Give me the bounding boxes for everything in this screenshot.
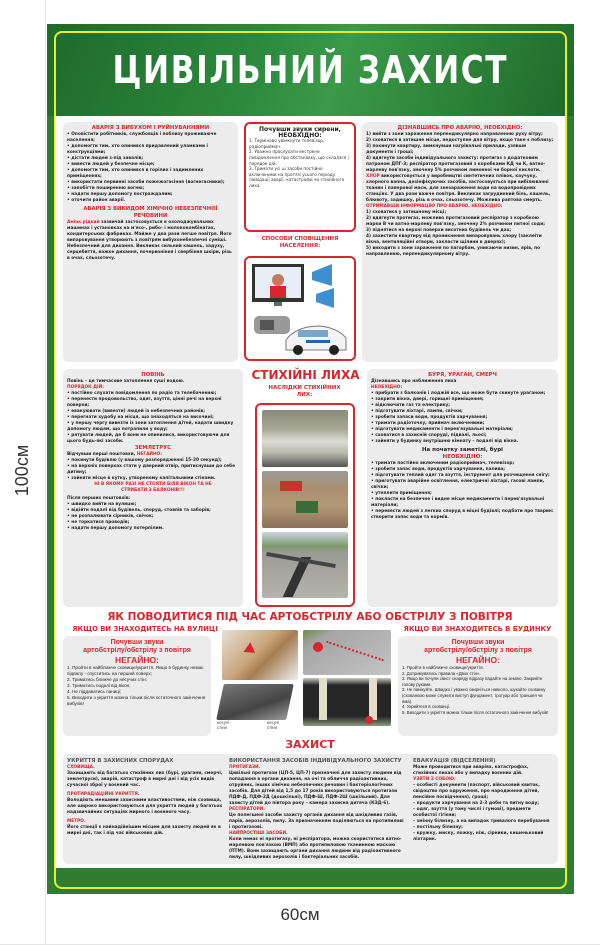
section-head: СХОВИЩА.	[67, 765, 95, 770]
flood-photo	[262, 471, 348, 528]
evacuation-intro: Може проводитися при аваріях, катастрофах, стихійних лихах або у випадку воєнних дій.	[413, 765, 529, 776]
section-text: Його станції є найнадійнішим місцем для захисту людей як в мирні дні, так і під час військових дій.	[67, 825, 221, 836]
siren-title: Почувши звуки сирени,	[259, 126, 341, 133]
list-item: 3. Не панікуйте. Швидко і уважно озирніться навколо, шукайте схованку (схованкою може служити виступ фундамент, тротуар або траншея чи яма).	[402, 687, 546, 704]
pavement-photo	[303, 630, 391, 675]
explosion-list	[67, 132, 234, 204]
take-with-you-title: УЗЯТИ З СОБОЮ:	[413, 777, 456, 782]
list-item: 3) покинути квартиру, вимкнувши нагрівальні прилади, узявши документи і гроші;	[366, 144, 527, 155]
earthquake-warning: НІ В ЯКОМУ РАЗІ НЕ СТОЯТИ БІЛЯ ВІКОН ТА НЕ СТРИБАТИ З БАЛКОНІВ!!!	[94, 482, 212, 493]
street-title-1: Почувши звуки	[110, 639, 164, 646]
chlorine-body: використовується у виробництві синтетичних плівок, каучуку, хлорного вапна, дезінфікуючих засобів, застосовується при вибілюванні тканин і паперової маси, для знезараження води на водопровідних станціях. У два рази важче повітря. Викликає загрудинний біль, кашель, блювоту, задишку, різь в очах, сльозотечу. Можлива раптова смерть.	[366, 174, 551, 203]
accident-info-panel	[362, 122, 558, 362]
list-item: • постійно слухати повідомлення по радіо та телебаченню;	[67, 391, 217, 396]
list-item: • швидко вийти на вулицю;	[67, 502, 137, 507]
after-info-title: ОТРИМАВШИ ІНФОРМАЦІЮ ПРО АВАРІЮ, НЕОБХІДНО:	[366, 204, 503, 209]
storm-intro: Дізнавшись про наближення лиха	[371, 379, 457, 384]
list-item: 2. Дотримуватись правила «Двох стін».	[402, 670, 481, 676]
list-item: 1. Пройти в найближче сховище/укриття.	[402, 665, 484, 670]
list-item: • надати першу допомогу постраждалим;	[67, 192, 173, 197]
storm-panel	[367, 369, 558, 607]
list-item: 1. Терміново увімкнути телевізор, радіоприймач.	[249, 138, 325, 149]
list-item: • відключити газ та електрику;	[371, 403, 451, 408]
list-item: 5. Виходити з укриття можна тільки після остаточного закінчення вибухів!	[67, 695, 206, 706]
accident-info-title: ДІЗНАВШИСЬ ПРО АВАРІЮ, НЕОБХІДНО:	[397, 125, 523, 131]
flood-order-title: ПОРЯДОК ДІЙ:	[67, 385, 104, 390]
list-item: 1) вийти з зони зараження перпендикулярно направленню руху вітру;	[366, 132, 543, 137]
list-item: 3) піднятися на верхні поверхи висотних будівель чи дах;	[366, 228, 512, 233]
evacuation-title: ЕВАКУАЦІЯ (ВІДСЕЛЕННЯ)	[413, 758, 496, 764]
storm-intro-red: НЕОБХІДНО:	[371, 385, 403, 390]
list-item: • перевести людей з легких споруд в міцні будівлі; подбати про тварин: створити запас води та кормів.	[371, 509, 554, 520]
list-item: • приготувати аварійне освітлення, електричні ліхтарі, гасові лампи, свічки;	[371, 479, 545, 490]
list-item: 2. Уважно прослухати екстрене повідомлення про обстановку, що склалася і порядок дій.	[249, 149, 349, 166]
list-item: 4. Укрийтеся в схованці.	[402, 704, 451, 710]
list-item: • зайняти місце в кутку, утвореному капітальними стінами.	[67, 476, 216, 481]
earthquake-intro-red: НЕГАЙНО:	[136, 452, 162, 457]
flood-earthquake-panel	[63, 369, 243, 607]
protection-panel	[63, 754, 558, 864]
disaster-photos-box	[255, 403, 355, 607]
section-text: Цивільні протигази (ЦП-5, ЦП-7) призначені для захисту людини від попадання в органи дихання, на очі та обличчя радіоактивних, отруйних, інших хімічно небезпечних речовин і бактеріологічних засобів. Для дітей від 1,5 до 17 років використовуються протигази ПДФ-Д, ПДФ-2Д (дошкільні), ПДФ-Ш, ПДФ-2Ш (шкільний). Для захисту дітей до півтора року – камера захисна дитяча (КЗД-6).	[229, 771, 402, 806]
shelling-title: ЯК ПОВОДИТИСЯ ПІД ЧАС АРТОБСТРІЛУ АБО ОБСТРІЛУ З ПОВІТРЯ	[107, 611, 513, 623]
section-head: ПРОТИГАЗИ.	[229, 765, 261, 770]
earthquake-intro-text: Відчувши перші поштовхи,	[67, 452, 137, 457]
section-text: Це полегшені засоби захисту органів дихання від шкідливих газів, парів, аерозолів, пилу. За призначенням поділяються на протипилові і протигазові.	[229, 813, 404, 830]
storm-surge-photo	[262, 410, 348, 467]
list-item: – продукти харчування на 2-3 доби та питну воду;	[413, 801, 539, 806]
height-label: 100см	[12, 444, 33, 496]
list-item: • прибрати з балконів і лоджій все, що може бути скинуте ураганом;	[371, 391, 546, 396]
list-item: • надати першу допомогу потерпілим.	[67, 526, 164, 531]
building-heading: ЯКЩО ВИ ЗНАХОДИТЕСЬ В БУДИНКУ	[403, 625, 552, 633]
list-item: • підготувати медикаменти і перев'язувальні матеріали;	[371, 427, 513, 432]
ppe-title: ВИКОРИСТАННЯ ЗАСОБІВ ІНДИВІДУАЛЬНОГО ЗАХИСТУ	[229, 758, 402, 764]
list-item: 5. Виходити з укриття можна тільки після остаточного закінчення вибухів!	[402, 709, 549, 715]
fence-photo	[303, 678, 391, 726]
chlorine-text	[366, 174, 554, 204]
load-bearing-walls-label-2: несучі стіни	[267, 720, 280, 730]
storm-title: БУРЯ, УРАГАН, СМЕРЧ	[428, 372, 497, 378]
chemical-text	[67, 220, 234, 262]
list-item: – одяг, взуття (у тому числі і гумові), предмети особистої гігієни;	[413, 807, 531, 818]
load-bearing-walls-label-1: несучі стіни	[217, 720, 230, 730]
list-item: • сховатися в захисній споруді, підвалі, льосі;	[371, 433, 487, 438]
list-item: • рятувати людей, де б вони не опинилися, використовуючи для цього будь-які засоби.	[67, 433, 230, 444]
list-item: • перенести продовольство, одяг, взуття, цінні речі на верхні поверхи;	[67, 397, 222, 408]
list-item: • підготувати ліхтарі, лампи, свічки;	[371, 409, 463, 414]
disasters-subtitle: НАСЛІДКИ СТИХІЙНИХ ЛИХ:	[268, 385, 341, 398]
page-title: ЦИВІЛЬНИЙ ЗАХИСТ	[112, 48, 509, 92]
list-item: 5) виходити з зони зараження по пагорбам, уникаючи низин, ярів, по направленню, перпендикулярному вітру.	[366, 246, 541, 257]
list-item: 1) сховатися у затишному місці;	[366, 210, 447, 215]
list-item: 4) вдягнути засоби індивідуального захисту: протигаз з додатковим патроном ДПГ-3; респіратор протигазовий з коробками КД чи К, ватно-марлеву пов'язку, змочену 5% розчином лимонної чи борної кислоти.	[366, 156, 546, 173]
list-item: – кружку, миску, ложку, ніж, сірники, кишеньковий ліхтарик.	[413, 831, 544, 842]
list-item: • не розпалювати сірників, свічок;	[67, 514, 154, 519]
list-item: • відійти подалі від будівель, споруд, стовпів та заборів;	[67, 508, 211, 513]
list-item: • Оповістити робітників, службовців і поблизу проживаюче населення;	[67, 132, 217, 143]
building-title-2: артобстрілу/обстрілу з повітря	[424, 647, 532, 654]
list-item: • оточити район аварії.	[67, 198, 126, 203]
list-item: • допомогти тим, хто опинився в горілих і задимлених приміщеннях;	[67, 168, 204, 179]
height-dimension	[8, 400, 38, 540]
street-panel	[63, 636, 211, 736]
list-item: • підготувати теплий одяг та взуття, інструмент для розчищення снігу;	[371, 473, 550, 478]
list-item: – особисті документи (паспорт, військовий квиток, свідоцтво про одруження, про народження дітей, пенсійне посвідчення), гроші;	[413, 783, 540, 800]
street-title-3: НЕГАЙНО:	[115, 655, 159, 665]
explosion-panel	[63, 122, 238, 362]
list-item: • евакуювати (вивезти) людей із небезпечних районів;	[67, 409, 205, 414]
list-item: • закрити вікна, двері, горищні приміщення;	[371, 397, 484, 402]
list-item: • тримати постійно включеним радіоприймач, телевізор;	[371, 461, 515, 466]
list-item: • не торкатися проводів;	[67, 520, 130, 525]
dimension-line-vertical	[45, 0, 46, 945]
section-head: ПРОТИРАДІАЦІЙНІ УКРИТТЯ.	[67, 792, 140, 797]
list-item: • покинути будівлю (у вашому розпорядженні 15-20 секунд);	[67, 458, 222, 463]
list-item: • дістати людей з-під завалів;	[67, 156, 144, 161]
list-item: • у першу чергу вивезти із зони затоплення дітей, надати швидку допомогу людям, що потрапили у воду;	[67, 421, 234, 432]
list-item: • тримати радіоточку, приймач включеними;	[371, 421, 485, 426]
list-item: • використати первинні засоби пожежогасіння (вогнегасники);	[67, 180, 225, 185]
street-heading: ЯКЩО ВИ ЗНАХОДИТЕСЬ НА ВУЛИЦІ	[72, 625, 218, 633]
ammonia-text: зазвичай застосовується в охолоджувальних машинах і установках на м'ясо-, рибо- і молококомбінатах, кондитерських фабриках. Майже у два рази легше повітря. Його випаровування утворюють з повітрям вибухонебезпечні суміші. Небезпечний для дихання. Викликає сильний кашель, задуху, серцебиття, важке дихання, почервоніння і свербіння шкіри, різь в очах, сльозотечу.	[67, 220, 232, 261]
section-head: РЕСПІРАТОРИ.	[229, 807, 265, 812]
ppe-column	[229, 757, 405, 861]
list-item: 2) вдягнути протигаз, можливо протигазовий респіратор з коробкою марки В чи ватно-марлеву пов'язку, змочену 2% розчином питної соди;	[366, 216, 545, 227]
after-shocks-title: Після перших поштовхів:	[67, 496, 131, 501]
building-plan-drawing	[216, 684, 294, 720]
chlorine-label: ХЛОР	[366, 174, 380, 179]
list-item: • допомогти тим, хто опинився придавлений уламками і конструкціями;	[67, 144, 208, 155]
width-dimension: 60см	[280, 905, 320, 924]
list-item: 2) сховатися в затишне місце, недоступне для вітру, якщо таке є поблизу;	[366, 138, 554, 143]
building-title-3: НЕГАЙНО:	[456, 655, 500, 665]
disasters-title: СТИХІЙНІ ЛИХА	[251, 368, 360, 382]
list-item: • утеплити приміщення;	[371, 491, 432, 496]
list-item: 2. Триматись ближче до несучих стін;	[67, 677, 147, 682]
street-title-2: артобстрілу/обстрілу з повітря	[83, 647, 191, 654]
siren-box	[244, 122, 356, 232]
list-item: 1. Пройти в найближче сховище/укриття. Якщо в будинку немає підвалу - спуститись на перший поверх;	[67, 665, 204, 676]
list-item: • вивести людей у безпечне місце;	[67, 162, 155, 167]
building-title-1: Почувши звуки	[451, 639, 505, 646]
notification-methods-title: СПОСОБИ СПОВІЩЕННЯ НАСЕЛЕННЯ:	[261, 236, 339, 249]
chemical-title: АВАРІЯ З ВИКИДОМ ХІМІЧНО НЕБЕЗПЕЧНОЇ РЕЧОВИНИ	[83, 206, 218, 219]
protection-title: ЗАХИСТ	[285, 738, 335, 751]
notification-images-box	[244, 256, 356, 361]
earthquake-title: ЗЕМЛЕТРУС	[134, 445, 172, 451]
list-item: 4. Не піддаватись паниці;	[67, 689, 122, 694]
explosion-title: АВАРІЯ З ВИБУХОМ І РУЙНУВАННЯМИ	[91, 125, 210, 131]
shelters-title: УКРИТТЯ В ЗАХИСНИХ СПОРУДАХ	[67, 758, 174, 764]
list-item: 3. Якщо ви почули свист снаряду відразу падайте на землю. Закрийте голову руками.	[402, 676, 543, 687]
section-head: НАЙПРОСТІШІ ЗАСОБИ.	[229, 831, 288, 836]
list-item: • перегнати худобу на місця, що знаходяться на височині;	[67, 415, 214, 420]
flood-title: ПОВІНЬ	[141, 372, 165, 378]
blizzard-title: На початку заметілі, бурі	[421, 447, 504, 453]
shelters-column	[67, 757, 223, 837]
list-item: • запобігти поширенню вогню;	[67, 186, 145, 191]
list-item: • покласти на безпечне і видне місце медикаменти і перев'язувальні матеріали;	[371, 497, 545, 508]
ammonia-label: Аміак рідкий	[67, 220, 100, 225]
stairs-photo	[222, 630, 298, 680]
poster-content	[55, 116, 565, 868]
earthquake-crack-photo	[262, 532, 348, 598]
list-item: • на верхніх поверхах стати у дверний отвір, притиснувши до себе дитину;	[67, 464, 236, 475]
list-item: – змінну білизну, а на випадок тривалого перебування – постільну білизну;	[413, 819, 550, 830]
list-item: 4) захистити квартиру від проникнення випаровувань хлору (заклеїти вікна, вентиляційні отвори, закласти щілини в дверях);	[366, 234, 542, 245]
section-text: Захищають від багатьох стихійних лих (бурі, урагани, смерчі, землетруси), аварій, катастроф в мирні дні і від усіх видів сучасної зброї у воєнний час.	[67, 771, 223, 788]
section-text: Коли немає ні протигазу, ні респіратора, можна скористатися ватно-марлевою пов'язкою (ВМП) або протипиловою тканинною маскою (ПТМ). Вони захищають органи дихання людини від радіоактивного пилу, шкідливих аерозолів і бактеріальних засобів.	[229, 837, 402, 860]
list-item: • зробити запас води, продуктів харчування, палива;	[371, 467, 506, 472]
section-head: МЕТРО.	[67, 819, 86, 824]
list-item: • зробити запаси води, продуктів харчування;	[371, 415, 488, 420]
siren-title-red: НЕОБХІДНО:	[278, 131, 322, 139]
blizzard-title-red: НЕОБХІДНО:	[442, 454, 483, 460]
evacuation-column	[413, 757, 553, 843]
building-panel	[398, 636, 558, 736]
list-item: 3. Тримати усі ці засоби постійно включеними на протязі усього періоду ліквідації аварії, катастрофи чи стихійного лиха.	[249, 166, 345, 188]
list-item: 3. Триматись подалі від вікон;	[67, 683, 131, 688]
notification-illustration	[246, 258, 354, 359]
flood-intro: Повінь – це тимчасове затоплення суші водою.	[67, 379, 185, 384]
section-text: Володіють меншими захисними властивостями, ніж сховища, але широко використовуються для укриття людей у багатьох надзвичайних ситуаціях мирного і воєнного часу.	[67, 798, 223, 815]
list-item: • зайняти у будинку внутрішню кімнату – подалі від вікна.	[371, 439, 519, 444]
